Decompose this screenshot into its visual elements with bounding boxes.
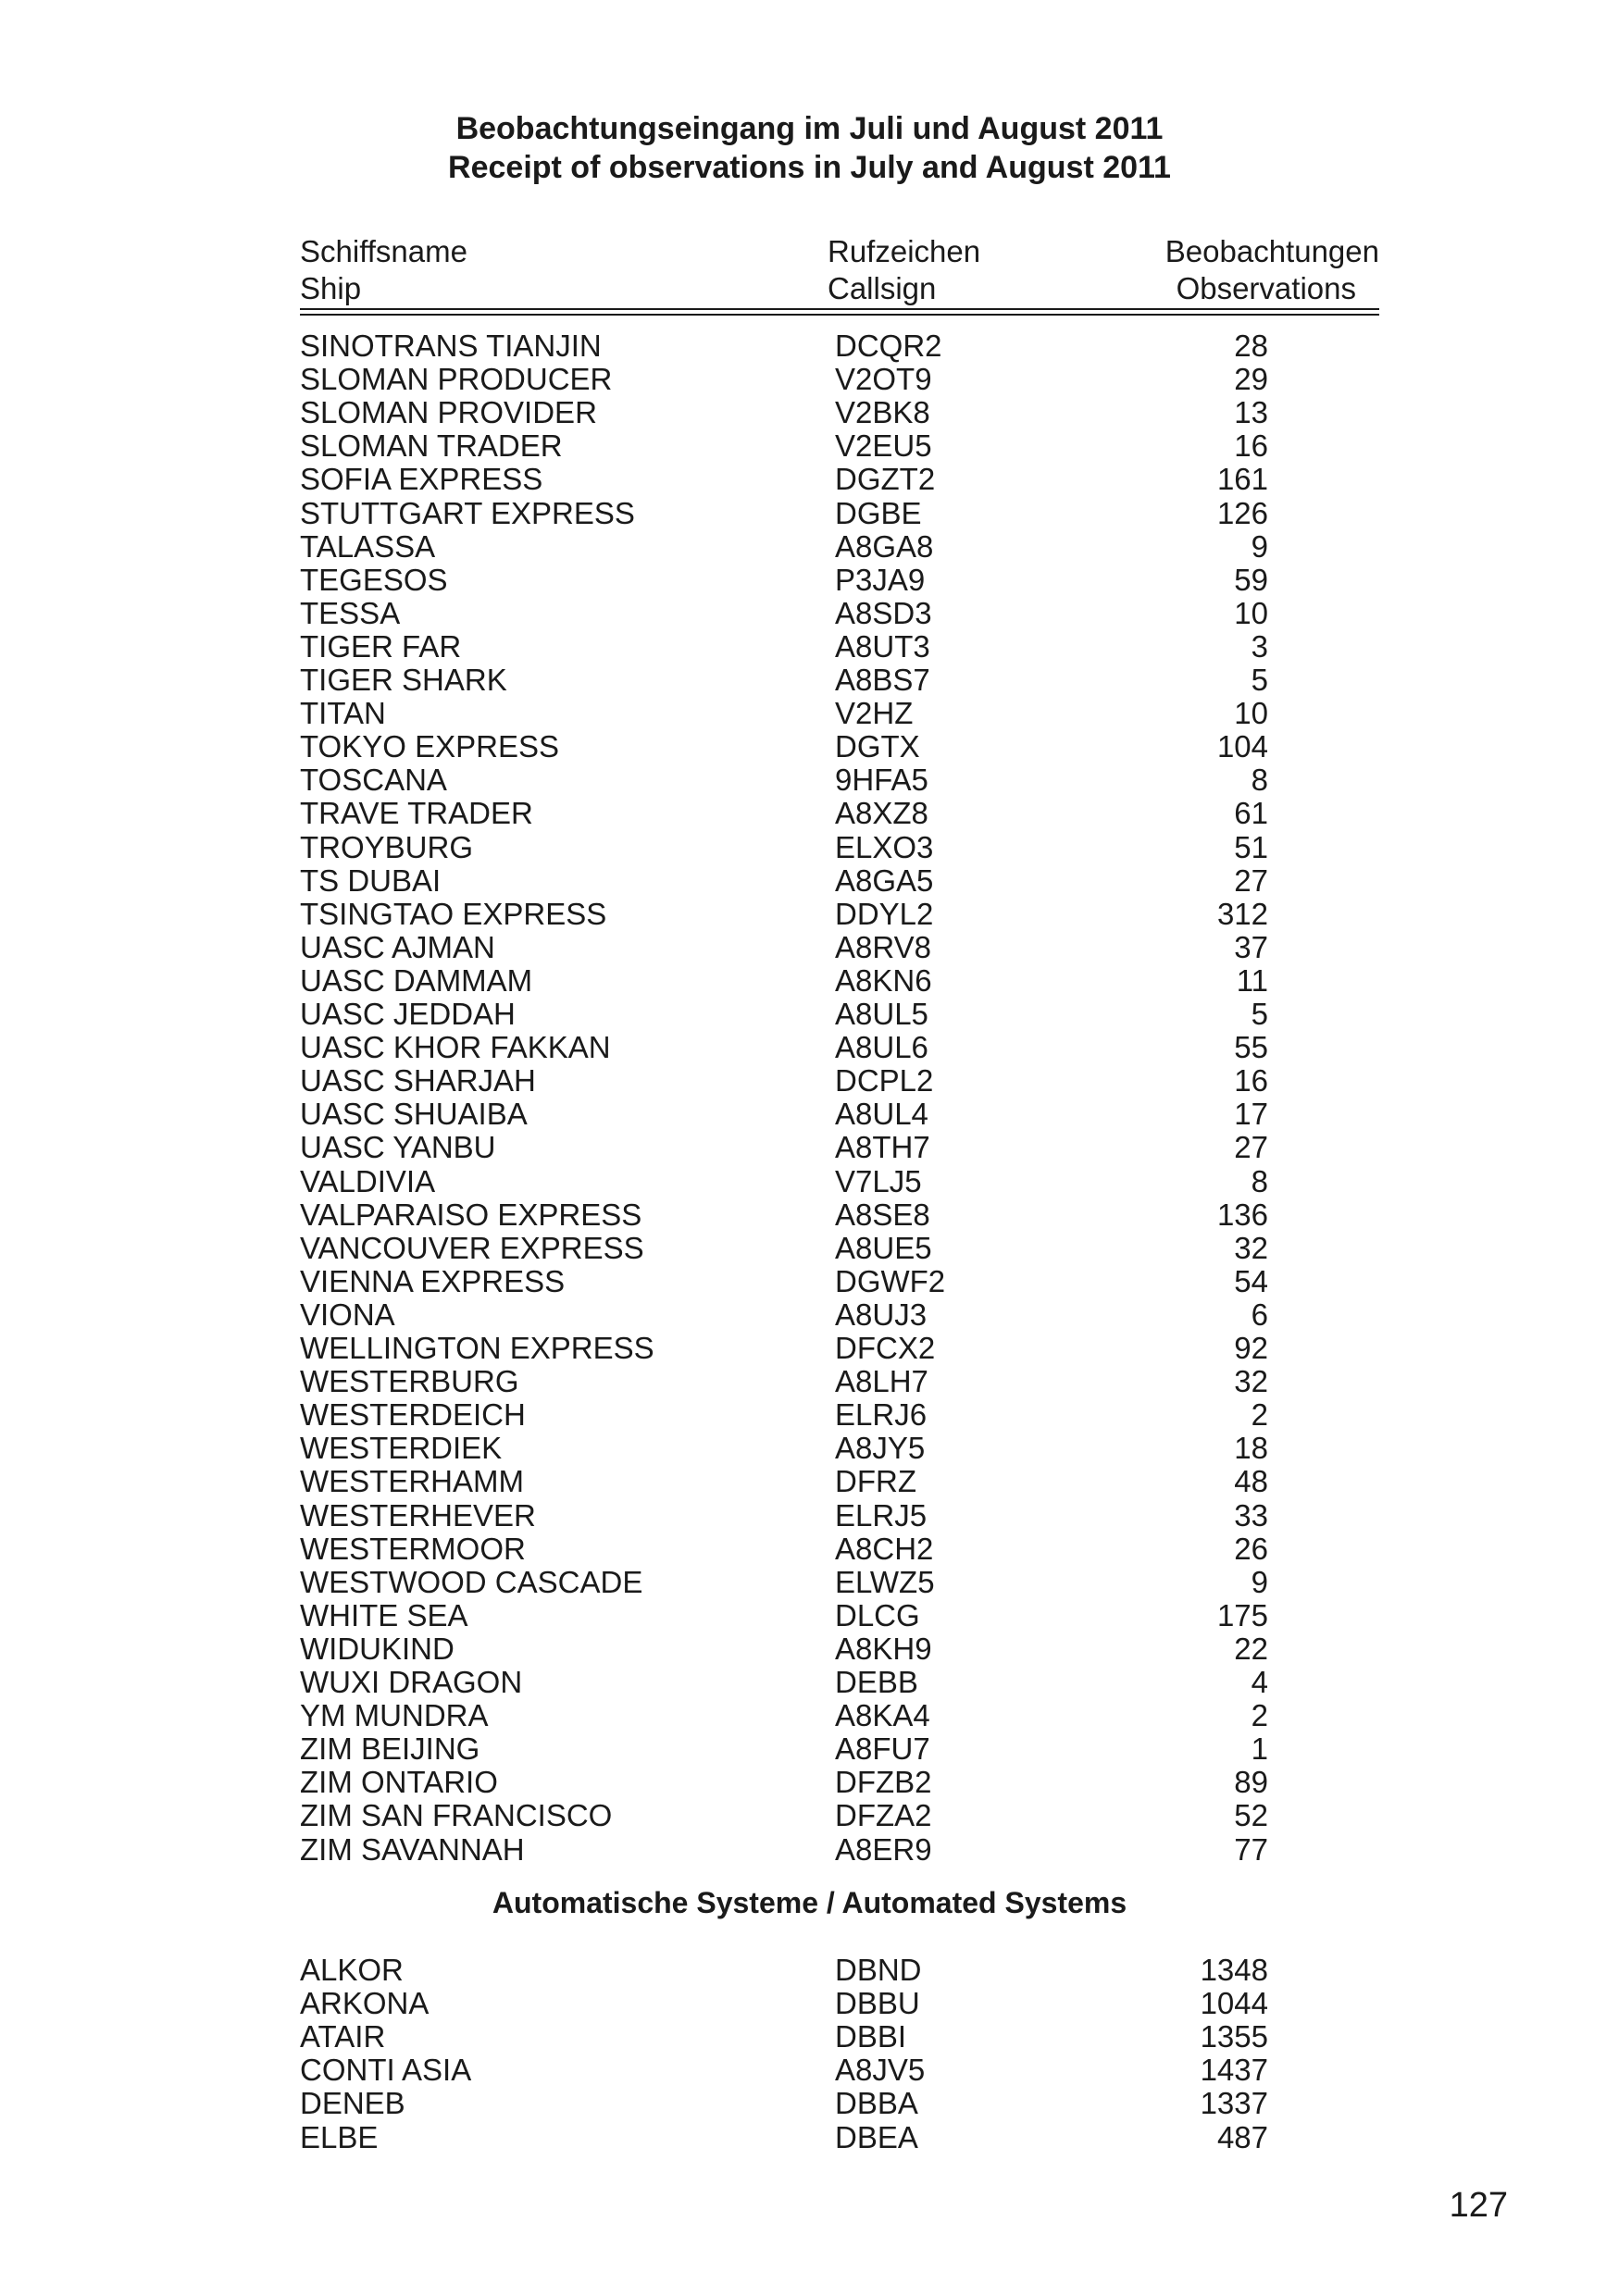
observations-cell: 89 <box>1234 1765 1268 1800</box>
callsign-cell: DLCG <box>835 1597 920 1632</box>
callsign-cell: ELRJ6 <box>835 1397 928 1433</box>
observations-cell: 29 <box>1234 362 1268 397</box>
ship-name-cell: UASC YANBU <box>300 1130 496 1165</box>
observations-cell: 16 <box>1234 428 1268 464</box>
table-row <box>0 1833 1619 1867</box>
callsign-cell: 9HFA5 <box>835 763 928 798</box>
observations-cell: 2 <box>1251 1397 1268 1433</box>
callsign-cell: A8UL4 <box>835 1097 928 1132</box>
page-title-german: Beobachtungseingang im Juli und August 2011 <box>455 111 1164 146</box>
observations-cell: 32 <box>1234 1364 1268 1399</box>
table-row <box>0 1332 1619 1365</box>
observations-cell: 2 <box>1251 1698 1268 1733</box>
callsign-cell: DBBU <box>835 1986 920 2021</box>
automated-systems-heading: Automatische Systeme / Automated Systems <box>492 1886 1127 1919</box>
ship-name-cell: ZIM ONTARIO <box>300 1765 498 1800</box>
callsign-cell: V2EU5 <box>835 428 932 464</box>
observations-cell: 8 <box>1251 763 1268 798</box>
ship-name-cell: TIGER FAR <box>300 628 462 664</box>
observations-cell: 5 <box>1251 663 1268 697</box>
observations-cell: 8 <box>1251 1163 1268 1198</box>
table-row <box>0 396 1619 429</box>
ship-name-cell: SLOMAN PRODUCER <box>300 362 613 397</box>
ship-name-cell: TOKYO EXPRESS <box>300 729 559 764</box>
ship-name-cell: WESTERDIEK <box>300 1431 503 1466</box>
observations-cell: 54 <box>1234 1263 1268 1298</box>
ship-name-cell: VIENNA EXPRESS <box>300 1263 566 1298</box>
ship-name-cell: UASC AJMAN <box>300 929 495 964</box>
ship-name-cell: TSINGTAO EXPRESS <box>300 896 607 931</box>
ship-name-cell: UASC SHARJAH <box>300 1063 536 1098</box>
ship-name-cell: TITAN <box>300 696 386 731</box>
ship-name-cell: TESSA <box>300 595 401 630</box>
ship-name-cell: UASC KHOR FAKKAN <box>300 1030 611 1065</box>
column-header-observations-en: Observations <box>1176 271 1356 305</box>
observations-cell: 27 <box>1234 1130 1268 1165</box>
table-row <box>0 797 1619 830</box>
table-row <box>0 630 1619 664</box>
ship-name-cell: ELBE <box>300 2119 379 2154</box>
table-row <box>0 998 1619 1031</box>
callsign-cell: DGWF2 <box>835 1263 946 1298</box>
callsign-cell: A8LH7 <box>835 1364 928 1399</box>
ship-name-cell: WESTERHAMM <box>300 1464 524 1499</box>
observations-cell: 26 <box>1234 1531 1268 1566</box>
callsign-cell: DDYL2 <box>835 896 934 931</box>
table-row <box>0 1398 1619 1432</box>
table-row <box>0 1064 1619 1098</box>
callsign-cell: A8UJ3 <box>835 1297 928 1332</box>
ship-name-cell: UASC JEDDAH <box>300 997 516 1031</box>
ship-name-cell: WESTERHEVER <box>300 1497 536 1533</box>
observations-cell: 1355 <box>1200 2019 1268 2054</box>
callsign-cell: A8GA5 <box>835 863 934 898</box>
table-row <box>0 597 1619 630</box>
ship-name-cell: WESTWOOD CASCADE <box>300 1564 643 1599</box>
observations-cell: 27 <box>1234 863 1268 898</box>
table-row <box>0 1131 1619 1164</box>
ship-name-cell: VALDIVIA <box>300 1163 436 1198</box>
ship-name-cell: TIGER SHARK <box>300 663 507 697</box>
table-row <box>0 1465 1619 1498</box>
table-row <box>0 697 1619 730</box>
page-title-english: Receipt of observations in July and August 2011 <box>448 150 1171 185</box>
ship-name-cell: WELLINGTON EXPRESS <box>300 1331 654 1365</box>
ship-name-cell: WUXI DRAGON <box>300 1665 523 1699</box>
table-row <box>0 363 1619 396</box>
observations-cell: 175 <box>1216 1597 1268 1632</box>
table-row <box>0 463 1619 496</box>
callsign-cell: A8TH7 <box>835 1130 930 1165</box>
observations-cell: 11 <box>1236 962 1268 998</box>
ship-name-cell: ZIM SAVANNAH <box>300 1831 525 1867</box>
callsign-cell: V2OT9 <box>835 362 932 397</box>
ship-name-cell: WESTERMOOR <box>300 1531 526 1566</box>
ship-name-cell: TROYBURG <box>300 829 474 864</box>
callsign-cell: DFRZ <box>835 1464 916 1499</box>
table-row <box>0 1799 1619 1832</box>
callsign-cell: DFZB2 <box>835 1765 932 1800</box>
column-header-ship-en: Ship <box>300 271 362 305</box>
callsign-cell: A8ER9 <box>835 1831 932 1867</box>
ship-name-cell: WESTERBURG <box>300 1364 519 1399</box>
ship-name-cell: ALKOR <box>300 1953 404 1987</box>
observations-cell: 3 <box>1251 628 1268 664</box>
table-row <box>0 1365 1619 1398</box>
observations-cell: 37 <box>1234 929 1268 964</box>
callsign-cell: DGZT2 <box>835 462 936 497</box>
table-row <box>0 1533 1619 1566</box>
callsign-cell: ELRJ5 <box>835 1497 928 1533</box>
callsign-cell: A8KN6 <box>835 962 932 998</box>
callsign-cell: A8UE5 <box>835 1230 932 1265</box>
ship-name-cell: TALASSA <box>300 528 436 564</box>
table-row <box>0 1954 1619 1987</box>
table-row <box>0 497 1619 530</box>
table-row <box>0 1599 1619 1632</box>
ship-name-cell: SLOMAN PROVIDER <box>300 395 597 430</box>
table-row <box>0 329 1619 363</box>
observations-cell: 487 <box>1216 2119 1268 2154</box>
header-rule-top <box>300 308 1379 310</box>
observations-cell: 1437 <box>1200 2053 1268 2088</box>
callsign-cell: DGTX <box>835 729 920 764</box>
observations-cell: 59 <box>1234 562 1268 597</box>
callsign-cell: P3JA9 <box>835 562 926 597</box>
callsign-cell: V2HZ <box>835 696 914 731</box>
ship-name-cell: TEGESOS <box>300 562 448 597</box>
table-row <box>0 1265 1619 1298</box>
observations-cell: 51 <box>1234 829 1268 864</box>
table-row <box>0 1732 1619 1766</box>
ship-name-cell: DENEB <box>300 2086 405 2121</box>
observations-cell: 33 <box>1234 1497 1268 1533</box>
callsign-cell: A8JV5 <box>835 2053 926 2088</box>
ship-name-cell: STUTTGART EXPRESS <box>300 495 635 530</box>
ship-name-cell: WHITE SEA <box>300 1597 468 1632</box>
callsign-cell: DEBB <box>835 1665 918 1699</box>
observations-cell: 52 <box>1234 1798 1268 1833</box>
ship-name-cell: TS DUBAI <box>300 863 442 898</box>
observations-cell: 1 <box>1251 1731 1268 1767</box>
observations-cell: 9 <box>1251 1564 1268 1599</box>
table-row <box>0 530 1619 564</box>
ship-name-cell: UASC DAMMAM <box>300 962 533 998</box>
callsign-cell: DCQR2 <box>835 329 942 363</box>
ship-name-cell: SLOMAN TRADER <box>300 428 563 464</box>
observations-cell: 28 <box>1234 329 1268 363</box>
column-header-callsign-de: Rufzeichen <box>828 234 981 268</box>
observations-cell: 18 <box>1234 1431 1268 1466</box>
table-row <box>0 564 1619 597</box>
table-row <box>0 831 1619 864</box>
observations-cell: 126 <box>1216 495 1268 530</box>
observations-cell: 32 <box>1234 1230 1268 1265</box>
ship-name-cell: SINOTRANS TIANJIN <box>300 329 602 363</box>
observations-cell: 4 <box>1251 1665 1268 1699</box>
ship-name-cell: VIONA <box>300 1297 395 1332</box>
page-number: 127 <box>1449 2186 1508 2225</box>
observations-cell: 6 <box>1251 1297 1268 1332</box>
observations-cell: 55 <box>1234 1030 1268 1065</box>
observations-cell: 1337 <box>1200 2086 1268 2121</box>
observations-cell: 136 <box>1216 1197 1268 1232</box>
callsign-cell: DFZA2 <box>835 1798 932 1833</box>
observations-cell: 48 <box>1234 1464 1268 1499</box>
table-row <box>0 730 1619 763</box>
observations-cell: 77 <box>1234 1831 1268 1867</box>
table-row <box>0 1499 1619 1533</box>
ship-name-cell: CONTI ASIA <box>300 2053 472 2088</box>
ship-name-cell: ZIM BEIJING <box>300 1731 480 1767</box>
table-row <box>0 1699 1619 1732</box>
table-row <box>0 763 1619 797</box>
callsign-cell: DBBI <box>835 2019 907 2054</box>
observations-cell: 10 <box>1234 595 1268 630</box>
table-row <box>0 2054 1619 2087</box>
callsign-cell: ELWZ5 <box>835 1564 935 1599</box>
observations-cell: 5 <box>1251 997 1268 1031</box>
table-row <box>0 1165 1619 1198</box>
callsign-cell: A8BS7 <box>835 663 930 697</box>
callsign-cell: A8UL6 <box>835 1030 928 1065</box>
callsign-cell: A8SD3 <box>835 595 932 630</box>
table-row <box>0 1298 1619 1332</box>
column-header-observations-de: Beobachtungen <box>1164 234 1379 268</box>
observations-cell: 22 <box>1234 1631 1268 1666</box>
column-header-callsign-en: Callsign <box>828 271 937 305</box>
callsign-cell: A8KA4 <box>835 1698 930 1733</box>
table-row <box>0 2020 1619 2054</box>
callsign-cell: A8UT3 <box>835 628 930 664</box>
observations-cell: 17 <box>1234 1097 1268 1132</box>
ship-name-cell: SOFIA EXPRESS <box>300 462 543 497</box>
observations-cell: 13 <box>1234 395 1268 430</box>
observations-cell: 92 <box>1234 1331 1268 1365</box>
column-header-ship-de: Schiffsname <box>300 234 467 268</box>
callsign-cell: ELXO3 <box>835 829 934 864</box>
table-row <box>0 2087 1619 2120</box>
table-row <box>0 1031 1619 1064</box>
table-row <box>0 1566 1619 1599</box>
table-row <box>0 931 1619 964</box>
ship-name-cell: VALPARAISO EXPRESS <box>300 1197 642 1232</box>
table-row <box>0 429 1619 463</box>
callsign-cell: A8KH9 <box>835 1631 932 1666</box>
table-row <box>0 864 1619 898</box>
ship-name-cell: YM MUNDRA <box>300 1698 489 1733</box>
table-row <box>0 898 1619 931</box>
ship-name-cell: WIDUKIND <box>300 1631 455 1666</box>
table-row <box>0 1987 1619 2020</box>
callsign-cell: V2BK8 <box>835 395 930 430</box>
table-row <box>0 1632 1619 1666</box>
ship-name-cell: VANCOUVER EXPRESS <box>300 1230 644 1265</box>
callsign-cell: DCPL2 <box>835 1063 934 1098</box>
header-rule-bottom <box>300 314 1379 316</box>
callsign-cell: DFCX2 <box>835 1331 936 1365</box>
table-row <box>0 664 1619 697</box>
observations-cell: 1348 <box>1200 1953 1268 1987</box>
ship-name-cell: UASC SHUAIBA <box>300 1097 528 1132</box>
callsign-cell: A8CH2 <box>835 1531 934 1566</box>
table-row <box>0 964 1619 998</box>
ship-name-cell: TRAVE TRADER <box>300 796 533 831</box>
ship-name-cell: ARKONA <box>300 1986 430 2021</box>
callsign-cell: A8RV8 <box>835 929 931 964</box>
callsign-cell: A8SE8 <box>835 1197 930 1232</box>
ship-name-cell: ZIM SAN FRANCISCO <box>300 1798 613 1833</box>
table-row <box>0 1198 1619 1232</box>
observations-cell: 104 <box>1216 729 1268 764</box>
observations-cell: 1044 <box>1200 1986 1268 2021</box>
callsign-cell: A8JY5 <box>835 1431 926 1466</box>
table-row <box>0 1098 1619 1131</box>
table-row <box>0 1766 1619 1799</box>
observations-cell: 10 <box>1234 696 1268 731</box>
observations-cell: 16 <box>1234 1063 1268 1098</box>
observations-cell: 9 <box>1251 528 1268 564</box>
table-row <box>0 1666 1619 1699</box>
table-row <box>0 2121 1619 2154</box>
callsign-cell: A8FU7 <box>835 1731 930 1767</box>
callsign-cell: A8UL5 <box>835 997 928 1031</box>
ship-name-cell: WESTERDEICH <box>300 1397 526 1433</box>
observations-cell: 312 <box>1216 896 1268 931</box>
callsign-cell: DBBA <box>835 2086 918 2121</box>
table-row <box>0 1432 1619 1465</box>
callsign-cell: DGBE <box>835 495 922 530</box>
callsign-cell: DBEA <box>835 2119 918 2154</box>
callsign-cell: A8GA8 <box>835 528 934 564</box>
callsign-cell: V7LJ5 <box>835 1163 922 1198</box>
callsign-cell: A8XZ8 <box>835 796 928 831</box>
ship-name-cell: ATAIR <box>300 2019 386 2054</box>
observations-cell: 161 <box>1216 462 1268 497</box>
observations-cell: 61 <box>1234 796 1268 831</box>
ship-name-cell: TOSCANA <box>300 763 447 798</box>
callsign-cell: DBND <box>835 1953 922 1987</box>
table-row <box>0 1232 1619 1265</box>
